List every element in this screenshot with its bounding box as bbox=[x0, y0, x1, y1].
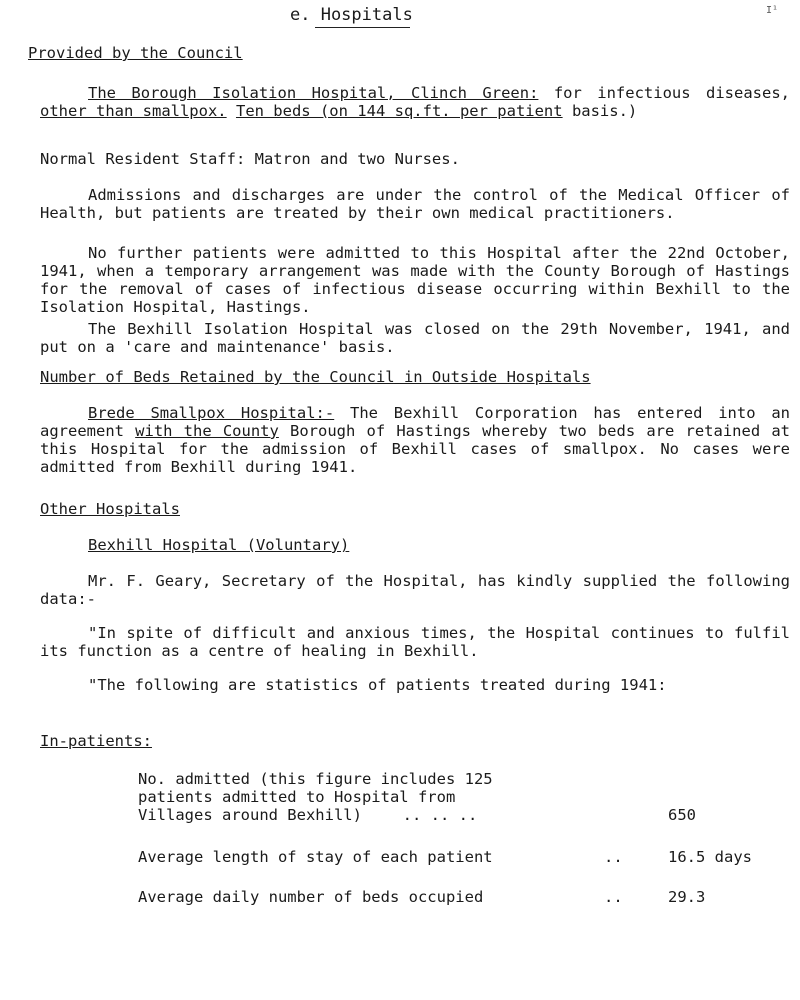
stat-leader: .. bbox=[604, 848, 623, 866]
isolation-hospital-name: The Borough Isolation Hospital, Clinch Green: bbox=[88, 84, 539, 102]
staff-text: Normal Resident Staff: Matron and two Nurses. bbox=[40, 150, 460, 168]
brede-text: The Bexhill Corporation has entered into an agreement bbox=[40, 404, 791, 440]
stat-label: Average length of stay of each patient bbox=[138, 848, 493, 866]
admissions-paragraph bbox=[40, 186, 790, 222]
stat-row-beds-occupied bbox=[138, 888, 778, 908]
stat-value-length-of-stay: 16.5 days bbox=[668, 848, 752, 866]
brede-paragraph bbox=[40, 404, 790, 476]
stat-label-line: patients admitted to Hospital from bbox=[138, 788, 456, 806]
inpatients-heading bbox=[40, 732, 790, 750]
quote-paragraph-2 bbox=[40, 676, 790, 694]
isolation-paragraph bbox=[40, 84, 790, 120]
stat-row-length-of-stay bbox=[138, 848, 778, 868]
secretary-paragraph bbox=[40, 572, 790, 608]
stat-leader: .. bbox=[604, 888, 623, 906]
stat-label-line: No. admitted (this figure includes 125 bbox=[138, 770, 493, 788]
voluntary-heading bbox=[88, 536, 800, 554]
no-further-text: No further patients were admitted to this Hospital after the 22nd October, 1941, when a temporary arrangement was made with the County Borough of Hastings for the removal of cases of infectious disease occurring within Bexhill to the Isolation Hospital, Hastings. bbox=[40, 244, 790, 316]
stat-row-admitted bbox=[138, 770, 778, 832]
admissions-text: Admissions and discharges are under the control of the Medical Officer of Health, but patients are treated by their own medical practitioners. bbox=[40, 186, 790, 222]
closed-paragraph bbox=[40, 320, 790, 356]
closed-text: The Bexhill Isolation Hospital was closed on the 29th November, 1941, and put on a 'care and maintenance' basis. bbox=[40, 320, 790, 356]
brede-hospital-name: Brede Smallpox Hospital:- bbox=[88, 404, 335, 422]
page-mark: I¹ bbox=[765, 5, 778, 16]
inpatients-heading-text: In-patients: bbox=[40, 732, 152, 750]
isolation-other-than: other than smallpox. bbox=[40, 102, 227, 120]
isolation-beds: Ten beds (on 144 sq.ft. per patient bbox=[235, 102, 563, 120]
quote-2-text: "The following are statistics of patients treated during 1941: bbox=[88, 676, 667, 694]
brede-text-2: Borough of Hastings whereby two beds are retained at this Hospital for the admission of Bexhill cases of smallpox. No cases were admitted from Bexhill during 1941. bbox=[40, 422, 790, 476]
brede-with-county: with the County bbox=[135, 422, 279, 440]
section-heading bbox=[290, 6, 800, 24]
other-hospitals-heading bbox=[40, 500, 790, 518]
heading-underline bbox=[315, 27, 410, 28]
isolation-text: for infectious diseases, bbox=[538, 84, 791, 102]
stat-label: Average daily number of beds occupied bbox=[138, 888, 484, 906]
stat-label-line: Villages around Bexhill) bbox=[138, 806, 362, 824]
provided-heading bbox=[28, 44, 778, 62]
no-further-paragraph bbox=[40, 244, 790, 316]
stat-value-admitted: 650 bbox=[668, 806, 696, 824]
stat-leader: .. .. .. bbox=[402, 806, 478, 824]
other-hospitals-heading-text: Other Hospitals bbox=[40, 500, 180, 518]
beds-retained-heading-text: Number of Beds Retained by the Council in Outside Hospitals bbox=[40, 368, 591, 386]
secretary-text: Mr. F. Geary, Secretary of the Hospital, has kindly supplied the following data:- bbox=[40, 572, 790, 608]
beds-retained-heading bbox=[40, 368, 790, 386]
voluntary-heading-text: Bexhill Hospital (Voluntary) bbox=[88, 536, 350, 554]
stat-value-beds-occupied: 29.3 bbox=[668, 888, 706, 906]
quote-1-text: "In spite of difficult and anxious times, the Hospital continues to fulfil its function as a centre of healing in Bexhill. bbox=[40, 624, 790, 660]
quote-paragraph-1 bbox=[40, 624, 790, 660]
staff-paragraph bbox=[40, 150, 790, 168]
isolation-basis: basis.) bbox=[562, 102, 638, 120]
provided-heading-text: Provided by the Council bbox=[28, 44, 243, 62]
section-heading-text: e. Hospitals bbox=[290, 5, 413, 25]
